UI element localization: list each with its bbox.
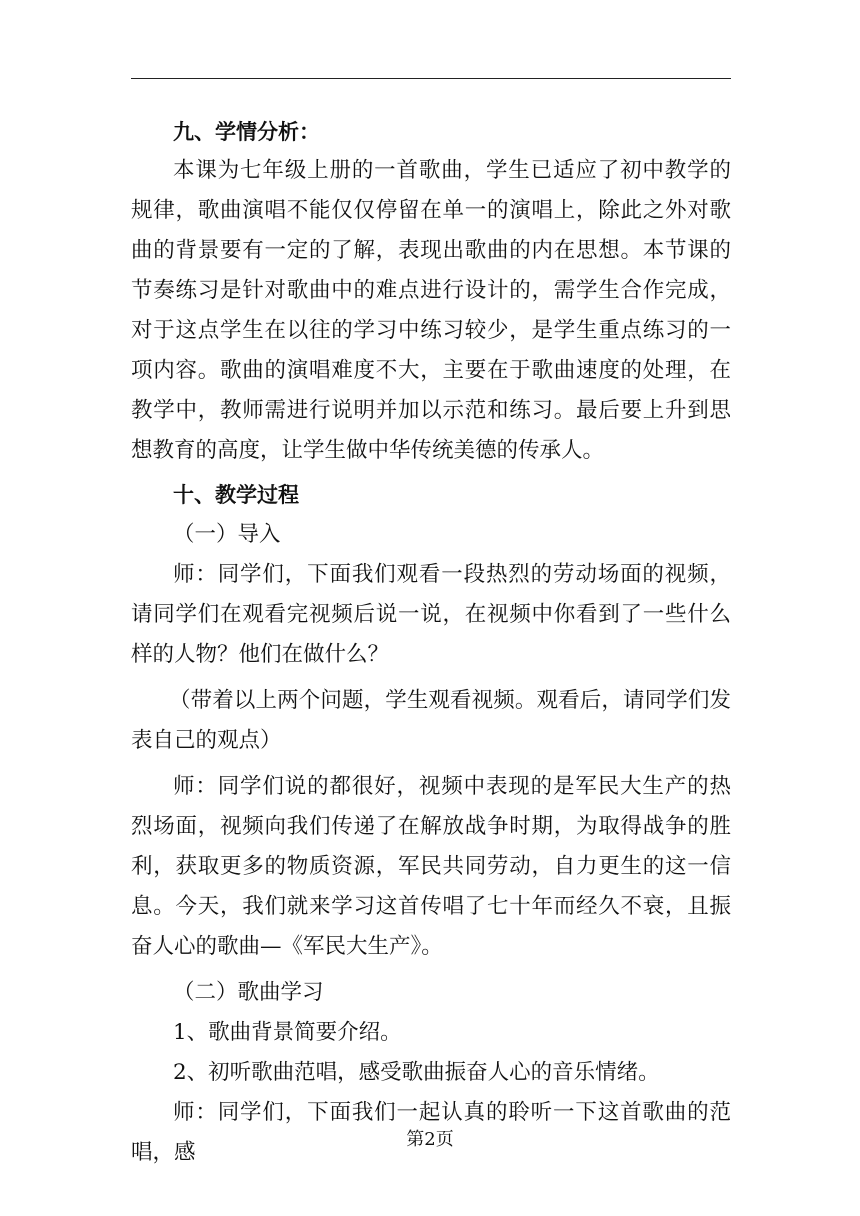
section-9-paragraph: 本课为七年级上册的一首歌曲，学生已适应了初中教学的规律，歌曲演唱不能仅仅停留在单一的演唱上，除此之外对歌曲的背景要有一定的了解，表现出歌曲的内在思想。本节课的节奏练习是针对歌曲中的难点进行设计的，需学生合作完成，对于这点学生在以往的学习中练习较少，是学生重点练习的一项内容。歌曲的演唱难度不大，主要在于歌曲速度的处理，在教学中，教师需进行说明并加以示范和练习。最后要上升到思想教育的高度，让学生做中华传统美德的传承人。: [131, 158, 731, 463]
part-2-item-1: 1、歌曲背景简要介绍。: [173, 1020, 402, 1045]
part-2-heading: （二）歌曲学习: [173, 980, 324, 1005]
part-1-paragraph-2: （带着以上两个问题，学生观看视频。观看后，请同学们发表自己的观点）: [131, 688, 731, 753]
part-1-paragraph-1: 师：同学们，下面我们观看一段热烈的劳动场面的视频，请同学们在观看完视频后说一说，在视频中你看到了一些什么样的人物？他们在做什么？: [131, 562, 731, 667]
header-rule: [131, 78, 731, 79]
part-2-item-2: 2、初听歌曲范唱，感受歌曲振奋人心的音乐情绪。: [173, 1060, 660, 1085]
section-9-heading: 九、学情分析：: [173, 120, 320, 144]
part-1-paragraph-3: 师：同学们说的都很好，视频中表现的是军民大生产的热烈场面，视频向我们传递了在解放战争时期，为取得战争的胜利，获取更多的物质资源，军民共同劳动，自力更生的这一信息。今天，我们就来学习这首传唱了七十年而经久不衰，且振奋人心的歌曲—《军民大生产》。: [131, 774, 731, 959]
section-10-heading: 十、教学过程: [173, 483, 299, 507]
page-number: 第2页: [406, 1129, 454, 1150]
part-2-paragraph-1: 师：同学们，下面我们一起认真的聆听一下这首歌曲的范唱，感: [131, 1100, 731, 1165]
part-1-heading: （一）导入: [173, 522, 281, 547]
